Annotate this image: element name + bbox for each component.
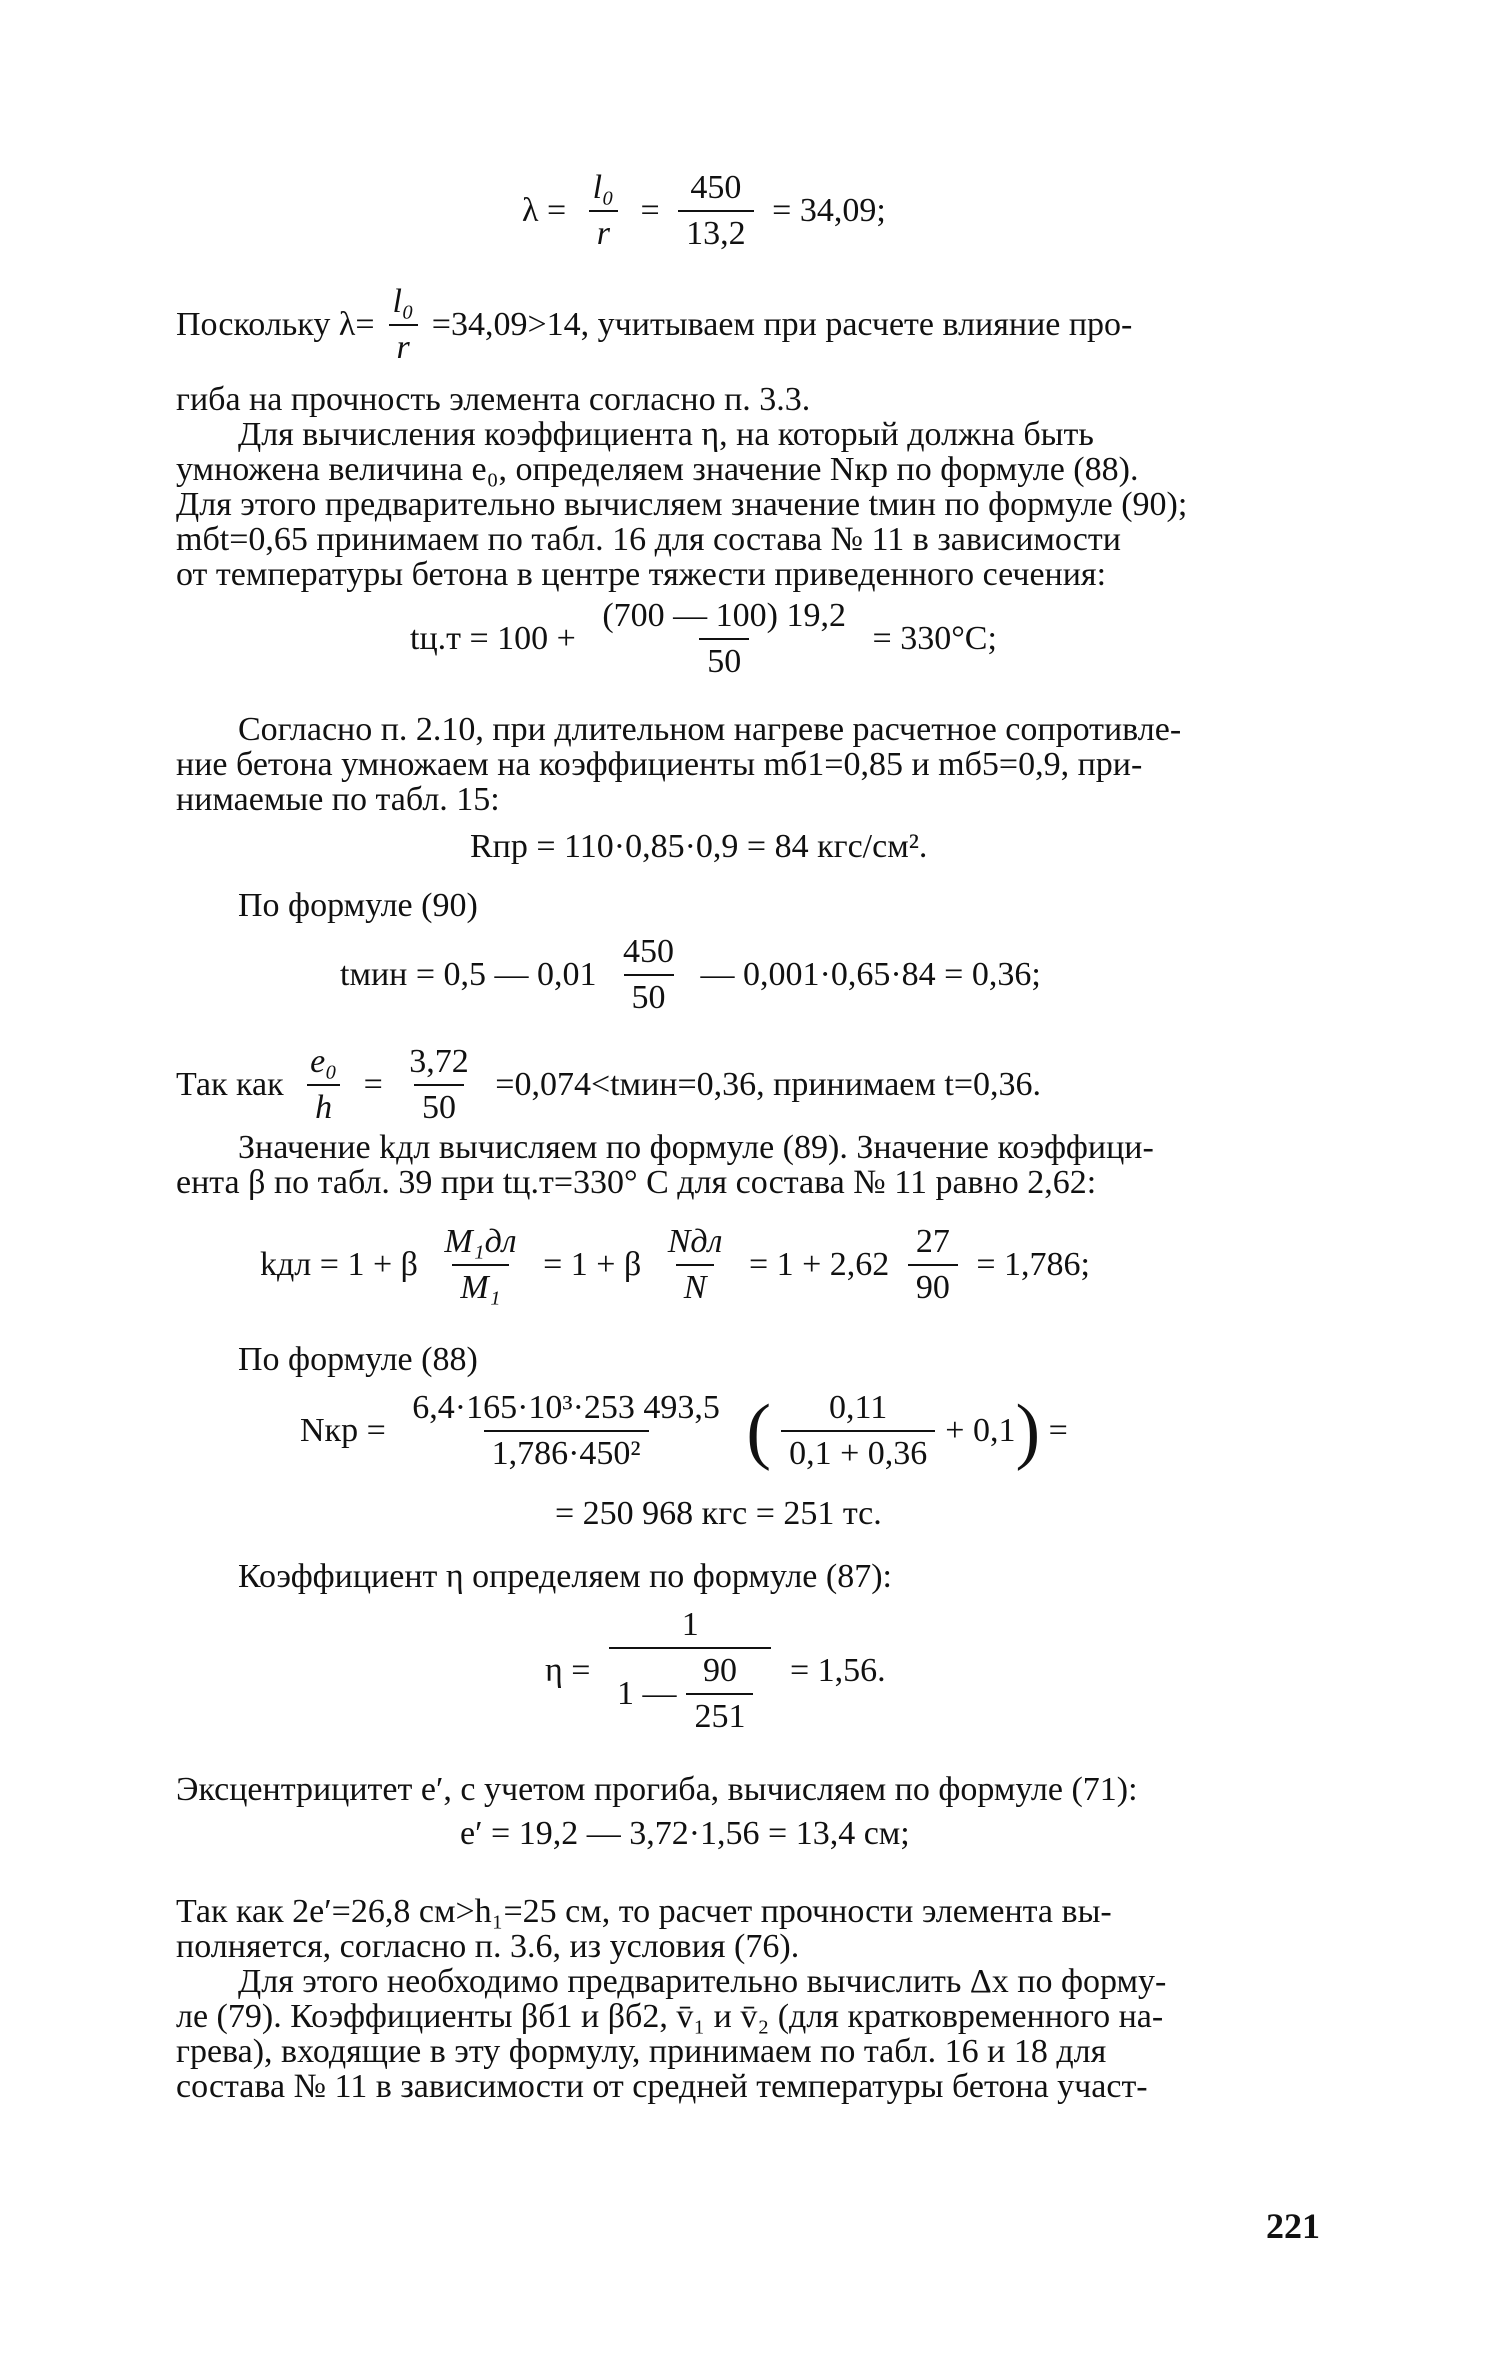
text-line-tak-kak: Так как $\frac{\text{e₀}}{h}$ = $\frac{3,72}{50}$ =0,074<tмин=0,36, принимаем t=0,36.: [176, 1043, 1042, 1126]
text-line: умножена величина e₀, определяем значение Nкр по формуле (88).: [176, 451, 1139, 488]
text-line-poskolku: Поскольку λ= $\frac{\text{l₀}}{r}$ =34,09>14, учитываем при расчете влияние про-: [176, 283, 1133, 366]
text-line: Для вычисления коэффициента η, на который должна быть: [238, 416, 1094, 453]
text-line: Для этого необходимо предварительно вычислить Δx по форму-: [238, 1963, 1167, 2000]
text-line: полняется, согласно п. 3.6, из условия (76).: [176, 1928, 800, 1965]
equation-t-min: tмин = 0,5 — 0,01 $\frac{450}{50}$ — 0,001·0,65·84 = 0,36;: [340, 933, 1041, 1016]
text-line: По формуле (90): [238, 887, 478, 924]
text-line: Согласно п. 2.10, при длительном нагреве расчетное сопротивле-: [238, 711, 1182, 748]
equation-rpr: Rпр = 110·0,85·0,9 = 84 кгс/см².: [470, 828, 928, 865]
equation-t-center: tц.т = 100 + $\frac{(700 — 100) 19,2}{50}$ = 330°C;: [410, 597, 997, 680]
equation-lambda: λ = $\frac{\text{l₀}}{r}$ = $\frac{450}{13,2}$ = 34,09;: [522, 169, 886, 252]
text-line: ле (79). Коэффициенты βб1 и βб2, v̄₁ и v̄₂ (для кратковременного на-: [176, 1998, 1164, 2035]
text-line: Коэффициент η определяем по формуле (87):: [238, 1558, 892, 1595]
text-line: гиба на прочность элемента согласно п. 3.3.: [176, 381, 811, 418]
equation-eta: η = 1 1 — $\frac{90}{251}$ = 1,56.: [545, 1606, 886, 1735]
equation-n-kr: Nкр = $\frac{\text{6,4·165·10³·253 493,5}}{\text{1,786·450²}}$ ( $\frac{0,11}{0,1 + 0,36}$ + 0,1) =: [300, 1389, 1068, 1472]
page-number: 221: [1266, 2206, 1320, 2246]
text-line: грева), входящие в эту формулу, принимаем по табл. 16 и 18 для: [176, 2033, 1107, 2070]
text-line: Значение kдл вычисляем по формуле (89). Значение коэффици-: [238, 1129, 1154, 1166]
text-line: Эксцентрицитет e′, с учетом прогиба, вычисляем по формуле (71):: [176, 1771, 1138, 1808]
text-line: mбt=0,65 принимаем по табл. 16 для состава № 11 в зависимости: [176, 521, 1121, 558]
text-line: По формуле (88): [238, 1341, 478, 1378]
text-line: Так как 2e′=26,8 см>h₁=25 см, то расчет прочности элемента вы-: [176, 1893, 1112, 1930]
equation-e-prime: e′ = 19,2 — 3,72·1,56 = 13,4 см;: [460, 1815, 910, 1852]
text-line: от температуры бетона в центре тяжести приведенного сечения:: [176, 556, 1107, 593]
text-line: ние бетона умножаем на коэффициенты mб1=0,85 и mб5=0,9, при-: [176, 746, 1143, 783]
equation-n-kr-result: = 250 968 кгс = 251 тс.: [555, 1495, 882, 1532]
text-line: нимаемые по табл. 15:: [176, 781, 500, 818]
text-line: состава № 11 в зависимости от средней температуры бетона участ-: [176, 2068, 1148, 2105]
equation-k-dl: kдл = 1 + β $\frac{\text{M₁дл}}{\text{M₁}}$ = 1 + β $\frac{\text{Nдл}}{N}$ = 1 + 2,62 $\frac{27}{90}$ = 1,786;: [260, 1223, 1090, 1306]
text-line: Для этого предварительно вычисляем значение tмин по формуле (90);: [176, 486, 1188, 523]
text-line: ента β по табл. 39 при tц.т=330° С для состава № 11 равно 2,62:: [176, 1164, 1097, 1201]
